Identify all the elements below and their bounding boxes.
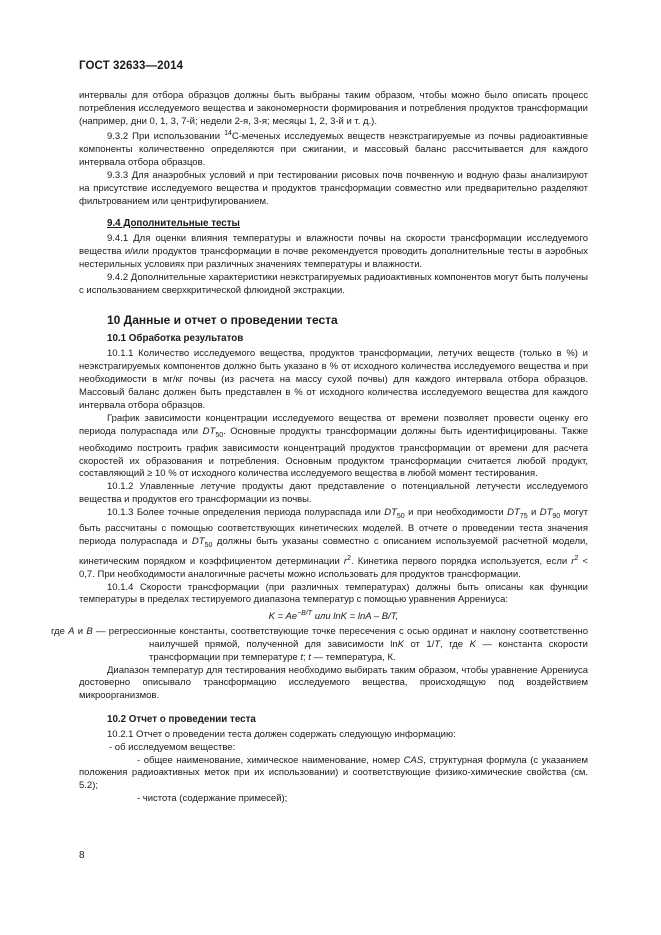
paragraph-9-3-3: 9.3.3 Для анаэробных условий и при тестировании рисовых почв почвенную и водную фазы анализируют на присутствие исследуемого вещества и продуктов трансформации совместно или предварительно разделяют фильтрованием или центрифугированием. <box>79 169 588 207</box>
page-number: 8 <box>79 850 85 861</box>
paragraph-intervals: интервалы для отбора образцов должны быть выбраны таким образом, чтобы можно было описать процесс потребления исследуемого вещества и закономерности формирования и потребления продуктов трансформации (например, дни 0, 1, 3, 7-й; недели 2-я, 3-я; месяцы 1, 2, 3-й и т. д.). <box>79 90 588 127</box>
heading-9-4: 9.4 Дополнительные тесты <box>107 218 240 230</box>
paragraph-10-1-3: 10.1.3 Более точные определения периода полураспада или $DT_{50}$ и при необходимости $DT_{75}$ и $DT_{90}$ могут быть рассчитаны с помощью соответствующих кинетических моделей. В отчете о проведении теста значения периода полураспада и $DT_{50}$ должны быть указаны совместно с описанием используемой расчетной модели, кинетическим порядком и коэффициентом детерминации $r^2$. Кинетика первого порядка используется, если $r^2 < 0,7$. При необходимости аналогичные расчеты можно использовать для продуктов трансформации. <box>79 506 589 580</box>
formula-legend: где A и B — регрессионные константы, соответствующие точке пересечения с осью ординат и наклону соответственно наилучшей прямой, полученной для зависимости lnK от 1/T, где K — константа скорости трансформации при температуре t; t — температура, К. <box>51 626 588 663</box>
paragraph-graph: График зависимости концентрации исследуемого вещества от времени позволяет провести оценку его периода полураспада или $DT_{50}$. Основные продукты трансформации должны быть идентифицированы. Также необходимо построить график зависимости концентраций продуктов трансформации от времени для расчета скоростей их образования и потребления. Основным продуктом трансформации считается любой продукт, составляющий ≥ 10 % от исходного количества исследуемого вещества в любой момент тестирования. <box>79 413 588 480</box>
heading-10-2: 10.2 Отчет о проведении теста <box>107 714 256 726</box>
paragraph-10-1-4: 10.1.4 Скорости трансформации (при различных температурах) должны быть описаны как функции температуры в пределах тестируемого диапазона температур с помощью уравнения Аррениуса: <box>79 581 588 606</box>
paragraph-9-4-2: 9.4.2 Дополнительные характеристики неэкстрагируемых радиоактивных компонентов могут быть получены с использованием сверхкритической флюидной экстракции. <box>79 271 588 296</box>
paragraph-10-1-2: 10.1.2 Улавленные летучие продукты дают представление о потенциальной летучести исследуемого вещества и продуктов его трансформации из почвы. <box>79 481 588 505</box>
list-item-purity: - чистота (содержание примесей); <box>137 793 288 804</box>
paragraph-10-2-1: 10.2.1 Отчет о проведении теста должен содержать следующую информацию: <box>107 729 456 741</box>
document-header: ГОСТ 32633—2014 <box>79 60 184 72</box>
paragraph-10-1-1: 10.1.1 Количество исследуемого вещества, продуктов трансформации, летучих веществ (только в %) и неэкстрагируемых компонентов должно быть указано в % от исходного количества исследуемого вещества и при необходимости в мг/кг почвы (из расчета на массу сухой почвы) для каждого интервала отбора образцов. Массовый баланс должен быть представлен в % от исходного количества исследуемого вещества для каждого интервала отбора образцов. <box>79 348 588 411</box>
heading-10: 10 Данные и отчет о проведении теста <box>107 313 338 328</box>
paragraph-temperature-range: Диапазон температур для тестирования необходимо выбирать таким образом, чтобы уравнение Аррениуса достоверно описывало трансформацию исследуемого вещества, происходящую под воздействием микроорганизмов. <box>79 664 588 702</box>
list-item-name: - общее наименование, химическое наименование, номер CAS, структурная формула (с указанием положения радиоактивных меток при их использовании) и соответствующие физико-химические свойства (см. 5.2); <box>79 754 588 792</box>
list-item-substance: - об исследуемом веществе: <box>109 741 236 753</box>
heading-10-1: 10.1 Обработка результатов <box>107 333 244 345</box>
arrhenius-formula: $K = Ae^{-B/T}$ или lnK = lnA – B/T, <box>268 610 399 623</box>
paragraph-9-3-2: 9.3.2 При использовании $^{14}$С-меченых исследуемых веществ неэкстрагируемые из почвы радиоактивные компоненты количественно определяются при сжигании, и массовый баланс рассчитывается для каждого интервала отбора образцов. <box>79 130 588 169</box>
document-body <box>51 90 589 806</box>
paragraph-9-4-1: 9.4.1 Для оценки влияния температуры и влажности почвы на скорости трансформации исследуемого вещества и/или продуктов трансформации в почве рекомендуется проводить дополнительные тесты в аэробных нестерильных условиях при различных значениях температуры и влажности. <box>79 233 588 270</box>
